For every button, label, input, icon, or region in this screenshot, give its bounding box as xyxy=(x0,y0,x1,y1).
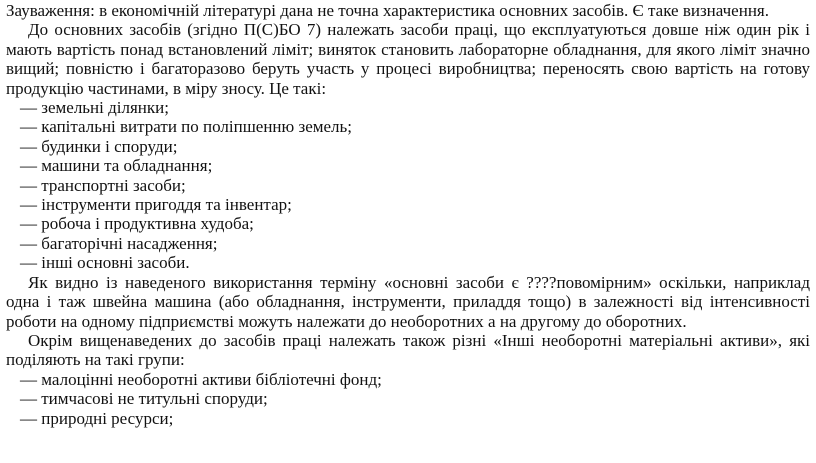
list-item: — будинки і споруди; xyxy=(20,136,178,156)
list-item: — робоча і продуктивна худоба; xyxy=(20,214,254,234)
fixed-assets-list xyxy=(6,98,810,273)
list-item: — інші основні засоби. xyxy=(20,253,190,273)
usage-paragraph: Як видно із наведеного використання терміну «основні засоби є ????повомірним» оскільки, наприклад одна і таж швейна машина (або обладнання, інструменти, приладдя тощо) в залежності від інтенсивності роботи на одному підприємстві можуть належати до необоротних а на другому до оборотних. xyxy=(6,272,810,331)
list-item: — природні ресурси; xyxy=(20,408,174,428)
list-item: — машини та обладнання; xyxy=(20,156,213,176)
list-item: — транспортні засоби; xyxy=(20,175,186,195)
list-item: — земельні ділянки; xyxy=(20,98,169,118)
list-item: — інструменти пригоддя та інвентар; xyxy=(20,195,292,215)
list-item: — багаторічні насадження; xyxy=(20,233,218,253)
list-item: — тимчасові не титульні споруди; xyxy=(20,389,268,409)
list-item: — капітальні витрати по поліпшенню земель; xyxy=(20,117,353,137)
list-item: — малоцінні необоротні активи бібліотечні фонд; xyxy=(20,369,382,389)
definition-paragraph: До основних засобів (згідно П(С)БО 7) належать засоби праці, що експлуатуються довше ніж один рік і мають вартість понад встановлений ліміт; виняток становить лабораторне обладнання, для якого ліміт значно вищий; повністю і багаторазово беруть участь у процесі виробництва; переносять свою вартість на готову продукцію частинами, в міру зносу. Це такі: xyxy=(6,20,810,98)
other-assets-paragraph: Окрім вищенаведених до засобів праці належать також різні «Інші необоротні матеріальні активи», які поділяють на такі групи: xyxy=(6,330,810,370)
note-paragraph: Зауваження: в економічній літературі дана не точна характеристика основних засобів. Є таке визначення. xyxy=(6,1,769,20)
other-assets-list xyxy=(6,370,810,428)
